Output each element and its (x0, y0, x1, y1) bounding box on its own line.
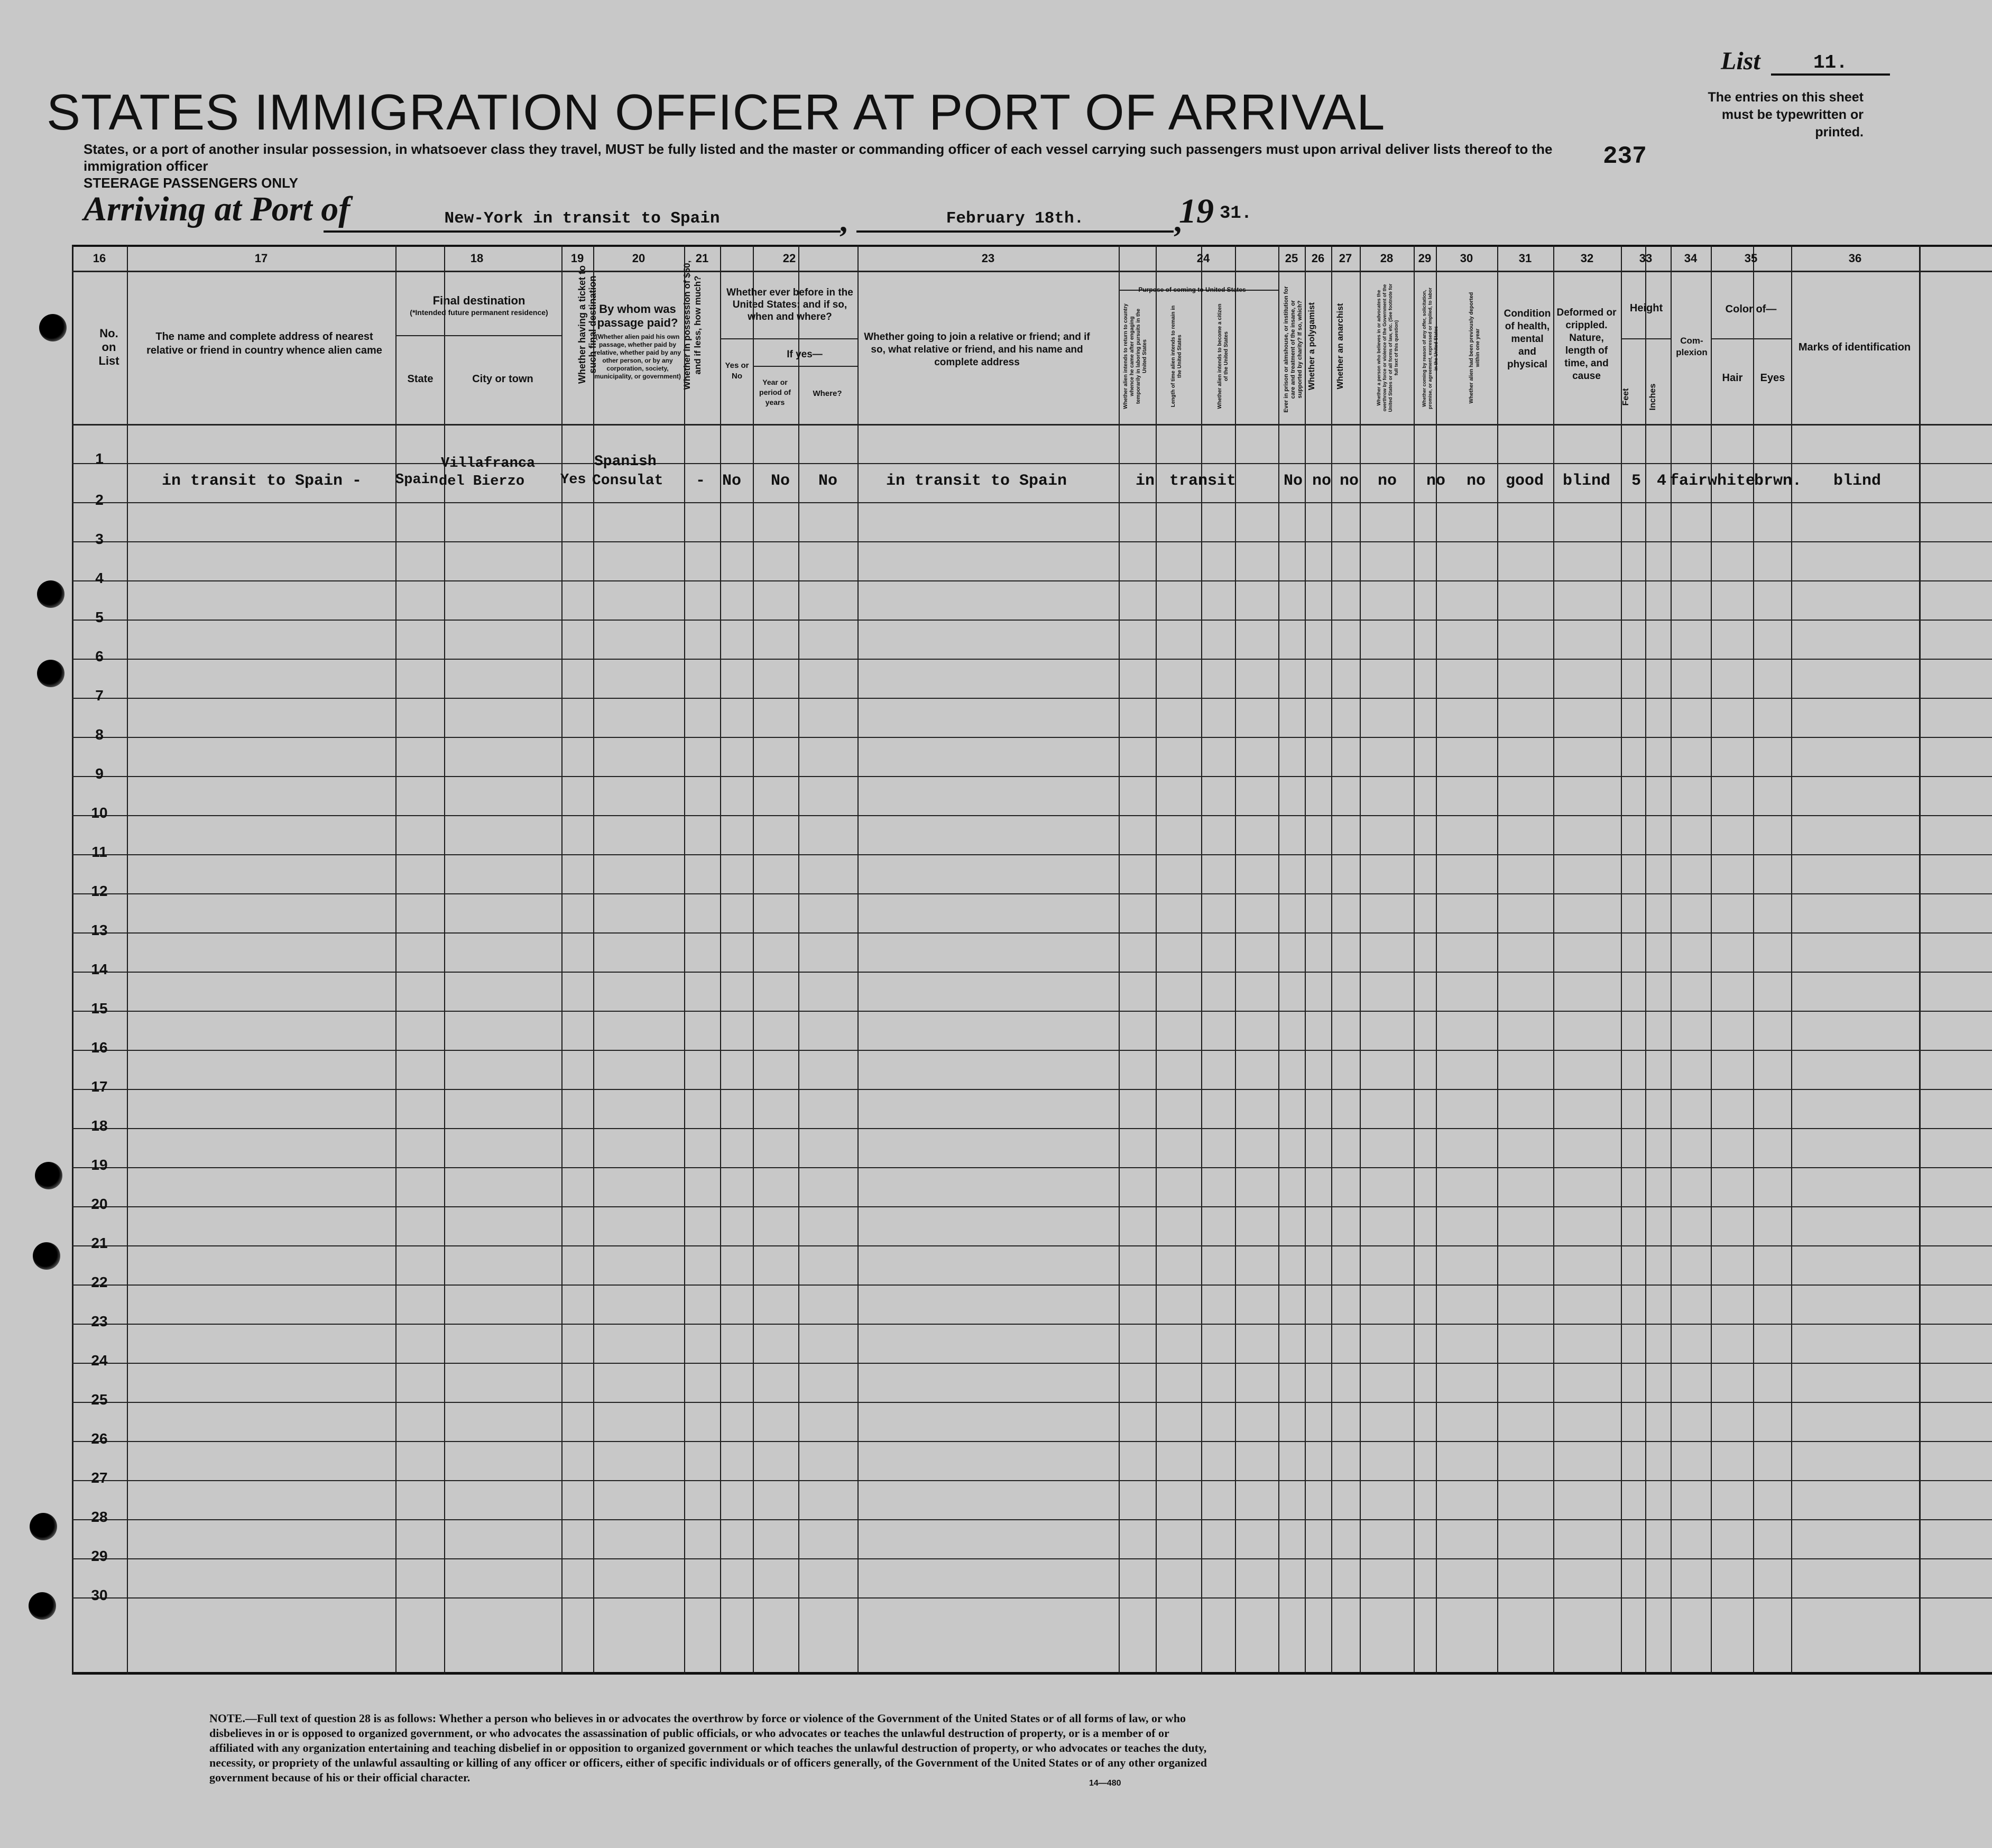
column-divider (1414, 245, 1415, 1675)
row-number: 9 (95, 765, 104, 782)
cell-passage-paid (594, 452, 663, 491)
column-number: 28 (1380, 252, 1394, 265)
cell-marks: blind (1833, 472, 1882, 490)
cell-deformed: blind (1563, 472, 1611, 490)
arriving-label: Arriving at Port of (84, 190, 351, 228)
row-number: 5 (95, 609, 104, 625)
row-rule (72, 1011, 1992, 1012)
cell-eyes: brwn. (1754, 472, 1802, 490)
city-line: del Bierzo (439, 474, 525, 489)
header-inches: Inches (1648, 383, 1657, 411)
passage-paid-title: By whom was passage paid? (597, 302, 678, 329)
cell-overthrow: no (1378, 472, 1397, 490)
column-divider (1201, 245, 1202, 1675)
header-subdivider (395, 335, 561, 336)
cell-deported: no (1467, 472, 1486, 490)
date-field: February 18th. (856, 207, 1174, 233)
column-divider (1331, 245, 1332, 1675)
row-number: 3 (95, 531, 104, 547)
column-number: 29 (1418, 252, 1432, 265)
row-number: 27 (91, 1470, 108, 1486)
header-before-us: Whether ever before in the United States; and if so, when and where? (726, 287, 853, 322)
row-number: 17 (91, 1078, 108, 1095)
cell-city (439, 455, 535, 491)
row-rule (72, 1402, 1992, 1403)
header-contract: Whether coming by reason of any offer, solicitation, promise, or agreement, expressed or implied, to labor in the United States (1422, 287, 1438, 410)
row-number: 24 (91, 1352, 108, 1369)
cell-ticket: Yes (560, 472, 586, 488)
header-rule (72, 271, 1992, 272)
column-divider (857, 245, 859, 1675)
steerage-note: STEERAGE PASSENGERS ONLY (84, 175, 298, 191)
header-eyes: Eyes (1760, 372, 1785, 384)
column-divider (1791, 245, 1792, 1675)
column-divider (1436, 245, 1437, 1675)
header-where: Where? (813, 389, 842, 398)
header-ticket: Whether having a ticket to such final destination (577, 265, 598, 384)
column-number: 21 (695, 252, 709, 265)
row-rule (72, 1128, 1992, 1129)
row-rule (72, 1285, 1992, 1286)
header-hair: Hair (1722, 372, 1743, 384)
cell-health: good (1506, 472, 1544, 490)
row-rule (72, 1324, 1992, 1325)
header-no-on-list: No. on List (98, 327, 119, 367)
page-number: 237 (1603, 143, 1647, 170)
column-number: 24 (1196, 252, 1210, 265)
punch-hole (37, 580, 64, 608)
cell-polygamist: no (1312, 472, 1332, 490)
row-number: 23 (91, 1313, 108, 1329)
column-number: 25 (1285, 252, 1298, 265)
column-number: 31 (1518, 252, 1532, 265)
header-passage-paid (593, 302, 682, 381)
row-number: 4 (95, 570, 104, 586)
cell-complexion: fair (1670, 472, 1708, 490)
header-final-destination (398, 294, 560, 317)
row-rule (72, 737, 1992, 738)
column-number: 22 (782, 252, 796, 265)
column-divider (72, 245, 73, 1675)
row-number: 25 (91, 1391, 108, 1408)
row-number: 26 (91, 1430, 108, 1447)
header-feet: Feet (1621, 388, 1630, 406)
row-number: 18 (91, 1117, 108, 1134)
row-rule (72, 1206, 1992, 1207)
row-rule (72, 854, 1992, 855)
column-divider (1360, 245, 1361, 1675)
column-divider (798, 245, 799, 1675)
header-polygamist: Whether a polygamist (1307, 302, 1316, 391)
row-number: 14 (91, 961, 108, 977)
column-divider (1711, 245, 1712, 1675)
column-divider (1278, 245, 1279, 1675)
column-divider (561, 245, 562, 1675)
port-field: New-York in transit to Spain (324, 207, 841, 233)
header-city: City or town (472, 373, 533, 385)
column-number: 35 (1744, 252, 1758, 265)
row-rule (72, 580, 1992, 581)
row-number: 12 (91, 883, 108, 899)
column-divider (1645, 245, 1646, 1675)
cell-relative: in transit to Spain - (162, 472, 362, 490)
cell-money: - (696, 472, 706, 490)
header-subdivider (1621, 338, 1671, 339)
column-number: 27 (1339, 252, 1352, 265)
row-number: 6 (95, 648, 104, 664)
comma: , (1174, 204, 1182, 238)
footnote: NOTE.—Full text of question 28 is as follows: Whether a person who believes in or advocates the overthrow by force or violence of the Government of the United States or of all forms of law, or who disbelieves in or is opposed to organized government, or who advocates the assassination of public officials, or who advocates or teaches the unlawful destruction of property, or is a member of or affiliated with any organization entertaining and teaching disbelief in or opposition to organized government or which teaches the unlawful destruction of property, or who advocates or teaches the duty, necessity, or propriety of the unlawful assaulting or killing of any officer or officers, either of specific individuals or of officers generally, of the Government of the United States or of any other organized government because of his or their official character. (209, 1712, 1207, 1784)
header-health: Condition of health, mental and physical (1504, 308, 1551, 370)
cell-joining: in transit to Spain (886, 472, 1067, 490)
header-deformed: Deformed or crippled. Nature, length of time, and cause (1556, 307, 1617, 382)
passage-line: Consulat (592, 473, 663, 489)
header-purpose: Purpose of coming to United States (1138, 286, 1246, 293)
row-number: 20 (91, 1196, 108, 1212)
row-rule (72, 1441, 1992, 1442)
header-deported: Whether alien had been previously deported within one year (1469, 292, 1481, 404)
header-marks: Marks of identification (1798, 341, 1911, 353)
cell-prison: No (1284, 472, 1303, 490)
row-rule (72, 1597, 1992, 1598)
row-number: 8 (95, 726, 104, 743)
header-overthrow: Whether a person who believes in or advocates the overthrow by force or violence of the Government of the United States or of all forms of law, etc. (See footnote for full text of this question) (1376, 283, 1399, 412)
column-number: 30 (1460, 252, 1473, 265)
row-rule (72, 1089, 1992, 1090)
year-prefix: 19 (1179, 192, 1214, 230)
form-code: 14—480 (1089, 1779, 1121, 1788)
row-rule (72, 620, 1992, 621)
column-number: 34 (1684, 252, 1698, 265)
list-label: List (1721, 47, 1760, 75)
row-rule (72, 1167, 1992, 1168)
cell-state: Spain (395, 472, 439, 488)
column-number: 32 (1580, 252, 1594, 265)
column-divider (395, 245, 396, 1675)
punch-hole (37, 660, 64, 687)
header-prison: Ever in prison or almshouse, or institution for care and treatment of the insane, or supported by charity? If so, which? (1283, 286, 1303, 413)
row-number: 11 (91, 844, 107, 860)
row-number: 19 (91, 1157, 108, 1173)
row-number: 22 (91, 1274, 108, 1290)
column-divider (1621, 245, 1622, 1675)
city-line: Villafranca (441, 456, 536, 472)
cell-inches: 4 (1657, 472, 1667, 490)
row-number: 2 (95, 492, 104, 508)
column-divider (1235, 245, 1236, 1675)
header-color-of: Color of— (1725, 303, 1777, 315)
cell-year: No (771, 472, 790, 490)
column-number: 17 (254, 252, 268, 265)
header-subdivider (720, 338, 857, 339)
typewritten-instructions: The entries on this sheet must be typewritten or printed. (1708, 90, 1864, 140)
row-rule (72, 893, 1992, 894)
cell-hair: white (1708, 472, 1756, 490)
final-destination-title: Final destination (432, 294, 525, 307)
row-rule (72, 815, 1992, 816)
comma: , (840, 204, 847, 238)
row-rule (72, 1519, 1992, 1520)
row-number: 10 (91, 805, 108, 821)
column-divider (1305, 245, 1306, 1675)
year-suffix: 31. (1220, 204, 1252, 224)
column-divider (1919, 245, 1921, 1675)
header-if-yes: If yes— (787, 349, 823, 360)
column-divider (1671, 245, 1672, 1675)
row-number: 21 (91, 1235, 108, 1251)
header-subdivider (1711, 338, 1791, 339)
column-divider (1497, 245, 1498, 1675)
row-number: 7 (95, 687, 104, 704)
header-complexion: Com-plexion (1676, 336, 1708, 357)
row-rule (72, 502, 1992, 503)
header-rule (72, 424, 1992, 426)
column-divider (684, 245, 685, 1675)
column-divider (127, 245, 128, 1675)
subtitle-line: States, or a port of another insular possession, in whatsoever class they travel, MUST be fully listed and the master or commanding officer of each vessel carrying such passengers must upon arrival deliver lists thereof to the immigration officer (84, 141, 1553, 174)
column-divider (1553, 245, 1554, 1675)
row-rule (72, 1363, 1992, 1364)
row-rule (72, 932, 1992, 934)
header-relative: The name and complete address of nearest relative or friend in country whence alien came (146, 331, 382, 356)
row-number: 13 (91, 922, 108, 938)
column-number: 33 (1639, 252, 1653, 265)
row-rule (72, 1480, 1992, 1481)
header-year-period: Year or period of years (759, 378, 791, 406)
punch-hole (39, 314, 67, 341)
row-number: 1 (95, 450, 104, 467)
cell-contract: no (1426, 472, 1446, 490)
header-purpose-length: Length of time alien intends to remain in the United States (1170, 305, 1183, 408)
row-rule (72, 541, 1992, 542)
row-rule (72, 659, 1992, 660)
row-rule (72, 776, 1992, 777)
punch-hole (33, 1242, 60, 1270)
column-divider (753, 245, 754, 1675)
manifest-table (72, 245, 1992, 1675)
cell-purpose-return: in (1136, 472, 1155, 490)
header-height: Height (1629, 302, 1663, 314)
header-money: Whether in possession of $50, and if less, how much? (682, 260, 703, 390)
row-rule (72, 1050, 1992, 1051)
column-divider (720, 245, 721, 1675)
row-number: 29 (91, 1548, 108, 1564)
header-purpose-citizen: Whether alien intends to become a citizen of the United States (1217, 303, 1229, 409)
column-number: 19 (570, 252, 584, 265)
row-number: 28 (91, 1509, 108, 1525)
row-rule (72, 1245, 1992, 1246)
header-yes-no: Yes or No (725, 361, 749, 381)
row-number: 30 (91, 1587, 108, 1603)
row-number: 16 (91, 1039, 108, 1056)
form-title: STATES IMMIGRATION OFFICER AT PORT OF ARRIVAL (47, 84, 1386, 141)
cell-purpose-length: transit (1169, 472, 1237, 490)
column-number: 36 (1848, 252, 1862, 265)
final-destination-note: (*Intended future permanent residence) (410, 308, 548, 317)
row-number: 15 (91, 1000, 108, 1017)
column-number: 20 (632, 252, 645, 265)
passage-line: Spanish (594, 454, 657, 470)
column-number: 23 (981, 252, 995, 265)
cell-before-us: No (722, 472, 742, 490)
column-number: 26 (1311, 252, 1325, 265)
list-number: 11. (1771, 52, 1890, 76)
header-joining: Whether going to join a relative or friend; and if so, what relative or friend, and his name and complete address (864, 331, 1090, 368)
row-rule (72, 1558, 1992, 1559)
cell-where: No (818, 472, 838, 490)
passage-paid-note: (Whether alien paid his own passage, whether paid by relative, whether paid by any other person, or by any corporation, society, municipality, or government) (594, 333, 681, 380)
cell-feet: 5 (1631, 472, 1641, 490)
row-rule (72, 972, 1992, 973)
cell-anarchist: no (1340, 472, 1359, 490)
column-divider (1119, 245, 1120, 1675)
column-divider (1753, 245, 1754, 1675)
header-state: State (407, 373, 434, 385)
form-subtitle (84, 141, 1606, 191)
row-rule (72, 463, 1992, 464)
punch-hole (30, 1513, 57, 1540)
punch-hole (35, 1162, 62, 1189)
header-anarchist: Whether an anarchist (1336, 303, 1345, 390)
header-subdivider (753, 366, 857, 367)
column-number: 16 (93, 252, 106, 265)
row-rule (72, 698, 1992, 699)
punch-hole (29, 1592, 56, 1620)
header-purpose-return: Whether alien intends to return to country whence he came after engaging temporarily in laboring pursuits in the United States (1123, 303, 1148, 409)
column-divider (1156, 245, 1157, 1675)
column-number: 18 (470, 252, 484, 265)
